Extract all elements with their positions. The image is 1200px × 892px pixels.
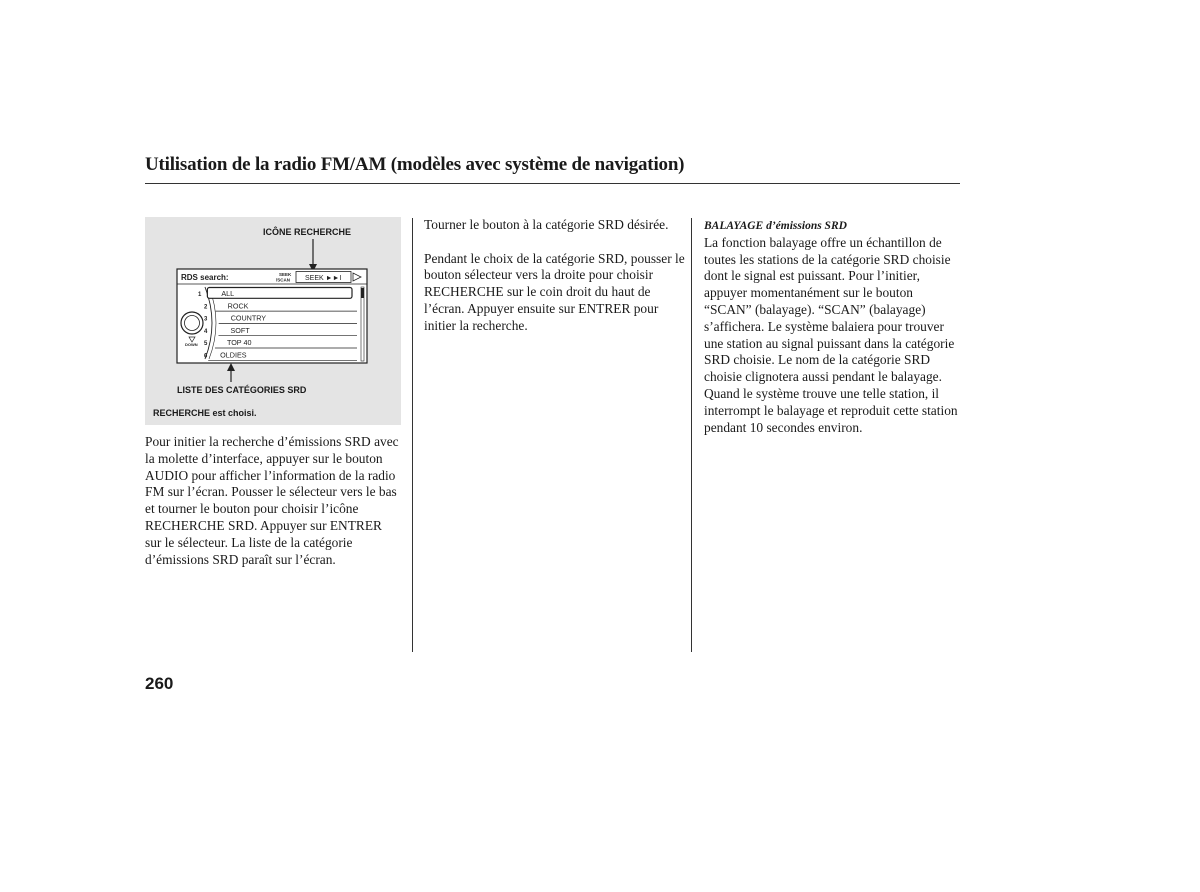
category-row[interactable] bbox=[198, 288, 352, 299]
right-column bbox=[704, 218, 962, 453]
left-column bbox=[145, 434, 401, 585]
seek-scan-label-1: SEEK bbox=[279, 272, 292, 277]
scrollbar[interactable] bbox=[361, 287, 364, 361]
page-title: Utilisation de la radio FM/AM (modèles avec système de navigation) bbox=[145, 154, 685, 175]
row-number: 2 bbox=[204, 304, 208, 311]
middle-paragraph-2: Pendant le choix de la catégorie SRD, pousser le bouton sélecteur vers la droite pour choisir RECHERCHE sur le coin droit du haut de l’écran. Appuyer ensuite sur ENTRER pour initier la recherche. bbox=[424, 250, 685, 333]
row-number: 5 bbox=[204, 341, 208, 348]
column-divider-2 bbox=[691, 218, 692, 652]
down-label: DOWN bbox=[185, 342, 198, 347]
row-label: OLDIES bbox=[220, 350, 247, 360]
radio-screen-figure bbox=[145, 217, 401, 425]
row-number: 3 bbox=[204, 316, 208, 323]
section-heading: BALAYAGE d’émissions SRD bbox=[704, 220, 847, 232]
list-pointer-arrow bbox=[227, 363, 235, 371]
row-label: ALL bbox=[221, 289, 235, 298]
row-number: 6 bbox=[204, 353, 208, 360]
middle-column bbox=[424, 217, 686, 351]
right-paragraph: La fonction balayage offre un échantillon de toutes les stations de la catégorie SRD choisie dont le signal est puissant. Pour l’initier, appuyer momentanément sur le bouton “SCAN” (balayage). “SCAN” (balayage) s’affichera. Le système balaiera pour trouver une station au signal puissant dans la catégorie SRD choisie. Le nom de la catégorie SRD choisie clignotera aussi pendant le balayage. Quand le système trouve une telle station, il interrompt le balayage et reproduit cette station pendant 10 secondes environ. bbox=[704, 234, 958, 435]
row-label: COUNTRY bbox=[230, 313, 267, 323]
row-label: ROCK bbox=[227, 301, 249, 311]
title-divider bbox=[145, 183, 960, 184]
radio-screen-diagram bbox=[145, 217, 401, 425]
page-number: 260 bbox=[145, 674, 174, 693]
middle-paragraph-1: Tourner le bouton à la catégorie SRD désirée. bbox=[424, 217, 669, 232]
row-number: 1 bbox=[198, 292, 202, 298]
screen-header-text: RDS search: bbox=[181, 273, 229, 282]
seek-button-label: SEEK ►►I bbox=[305, 275, 342, 282]
scrollbar-thumb bbox=[361, 288, 364, 298]
row-label: SOFT bbox=[230, 325, 250, 335]
left-paragraph: Pour initier la recherche d’émissions SRD avec la molette d’interface, appuyer sur le bouton AUDIO pour afficher l’information de la radio FM sur l’écran. Pousser le sélecteur vers le bas et tourner le bouton pour choisir l’icône RECHERCHE SRD. Appuyer sur ENTRER sur le sélecteur. La liste de la catégorie d’émissions SRD paraît sur l’écran. bbox=[145, 434, 399, 567]
row-label: TOP 40 bbox=[226, 338, 252, 348]
seek-scan-label-2: /SCAN bbox=[276, 277, 291, 283]
figure-caption: RECHERCHE est choisi. bbox=[153, 408, 257, 418]
row-number: 4 bbox=[204, 328, 208, 335]
category-list-label: LISTE DES CATÉGORIES SRD bbox=[177, 385, 307, 395]
search-icon-label: ICÔNE RECHERCHE bbox=[263, 227, 352, 237]
column-divider-1 bbox=[412, 218, 413, 652]
